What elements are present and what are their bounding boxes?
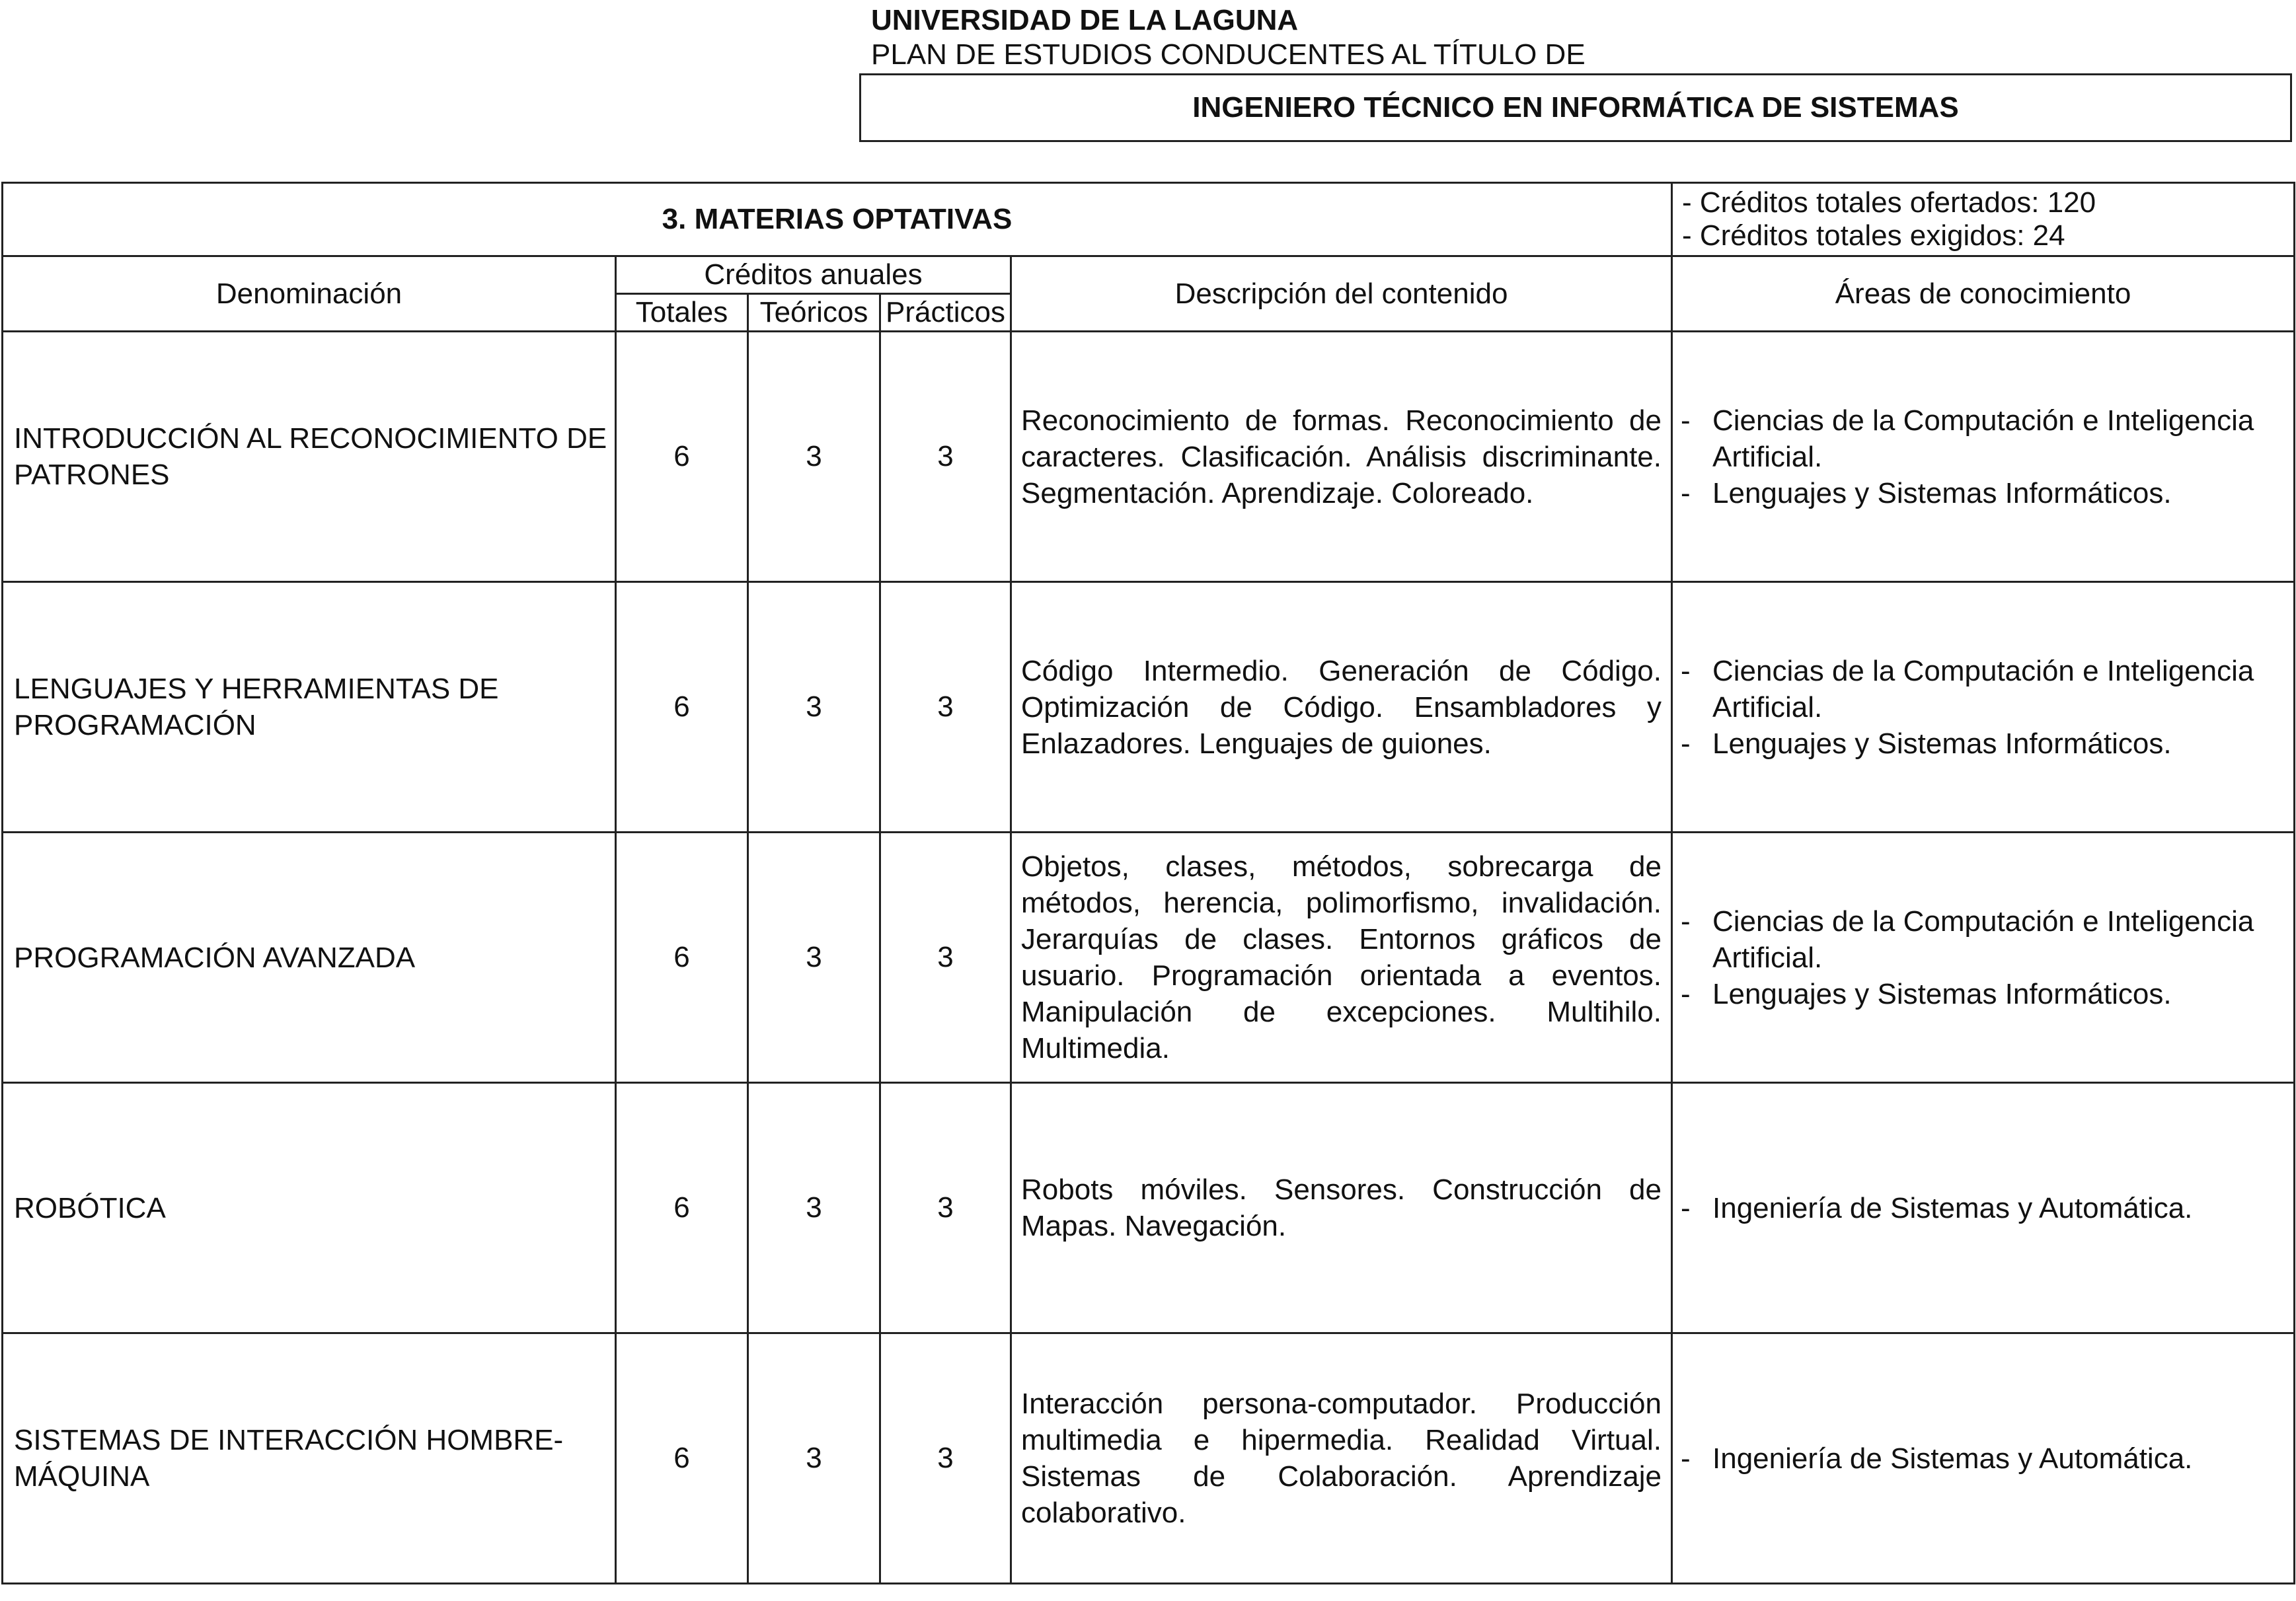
area-label: Ciencias de la Computación e Inteligencia Artificial. <box>1712 654 2254 724</box>
university-name: UNIVERSIDAD DE LA LAGUNA <box>871 4 1299 36</box>
area-label: Ingeniería de Sistemas y Automática. <box>1712 1442 2193 1475</box>
credits-total: 6 <box>616 1083 748 1333</box>
col-header-name: Denominación <box>3 256 616 332</box>
subject-name: ROBÓTICA <box>3 1083 616 1333</box>
credits-theory: 3 <box>748 1083 880 1333</box>
credits-practice: 3 <box>880 1333 1011 1584</box>
subject-description: Código Intermedio. Generación de Código. Optimización de Código. Ensambladores y Enlazadores. Lenguajes de guiones. <box>1011 582 1672 833</box>
table-row <box>3 582 2295 833</box>
area-label: Lenguajes y Sistemas Informáticos. <box>1712 476 2172 509</box>
area-item <box>1681 653 2283 726</box>
area-label: Ciencias de la Computación e Inteligencia Artificial. <box>1712 404 2254 473</box>
subject-description: Robots móviles. Sensores. Construcción de Mapas. Navegación. <box>1011 1083 1672 1333</box>
credits-summary <box>1672 183 2295 256</box>
subject-name: PROGRAMACIÓN AVANZADA <box>3 833 616 1083</box>
subject-description: Interacción persona-computador. Producción multimedia e hipermedia. Realidad Virtual. Sistemas de Colaboración. Aprendizaje colaborativo. <box>1011 1333 1672 1584</box>
area-item <box>1681 903 2283 976</box>
credits-practice: 3 <box>880 332 1011 582</box>
area-label: Lenguajes y Sistemas Informáticos. <box>1712 727 2172 760</box>
subject-name: LENGUAJES Y HERRAMIENTAS DE PROGRAMACIÓN <box>3 582 616 833</box>
table-row <box>3 833 2295 1083</box>
area-item <box>1681 1190 2283 1226</box>
credits-practice: 3 <box>880 1083 1011 1333</box>
subject-areas <box>1672 1333 2295 1584</box>
subject-areas <box>1672 833 2295 1083</box>
list-dash: - <box>1681 654 1691 687</box>
credits-required: - Créditos totales exigidos: 24 <box>1682 219 2065 252</box>
list-dash: - <box>1681 1442 1691 1475</box>
col-header-theory: Teóricos <box>748 294 880 332</box>
list-dash: - <box>1681 404 1691 437</box>
degree-title: INGENIERO TÉCNICO EN INFORMÁTICA DE SISTEMAS <box>1192 91 1959 124</box>
credits-total: 6 <box>616 833 748 1083</box>
credits-theory: 3 <box>748 1333 880 1584</box>
plan-title: PLAN DE ESTUDIOS CONDUCENTES AL TÍTULO DE <box>871 38 1586 71</box>
degree-title-box <box>859 73 2292 142</box>
subject-description: Reconocimiento de formas. Reconocimiento de caracteres. Clasificación. Análisis discriminante. Segmentación. Aprendizaje. Coloreado. <box>1011 332 1672 582</box>
list-dash: - <box>1681 905 1691 938</box>
subject-description: Objetos, clases, métodos, sobrecarga de métodos, herencia, polimorfismo, invalidación. Jerarquías de clases. Entornos gráficos de usuario. Programación orientada a eventos. Manipulación de excepciones. Multihilo. Multimedia. <box>1011 833 1672 1083</box>
list-dash: - <box>1681 476 1691 509</box>
credits-offered: - Créditos totales ofertados: 120 <box>1682 186 2096 219</box>
area-item <box>1681 976 2283 1012</box>
area-label: Ciencias de la Computación e Inteligencia Artificial. <box>1712 905 2254 974</box>
credits-total: 6 <box>616 1333 748 1584</box>
credits-total: 6 <box>616 332 748 582</box>
optional-subjects-table <box>1 182 2295 1584</box>
list-dash: - <box>1681 727 1691 760</box>
col-header-practice: Prácticos <box>880 294 1011 332</box>
table-row <box>3 1333 2295 1584</box>
credits-theory: 3 <box>748 582 880 833</box>
area-label: Lenguajes y Sistemas Informáticos. <box>1712 977 2172 1010</box>
subject-areas <box>1672 332 2295 582</box>
area-item <box>1681 726 2283 762</box>
subject-name: SISTEMAS DE INTERACCIÓN HOMBRE-MÁQUINA <box>3 1333 616 1584</box>
credits-total: 6 <box>616 582 748 833</box>
area-item <box>1681 475 2283 511</box>
area-item <box>1681 402 2283 475</box>
section-title: 3. MATERIAS OPTATIVAS <box>3 183 1672 256</box>
list-dash: - <box>1681 1191 1691 1224</box>
col-header-credits: Créditos anuales <box>616 256 1011 294</box>
col-header-description: Descripción del contenido <box>1011 256 1672 332</box>
subject-name: INTRODUCCIÓN AL RECONOCIMIENTO DE PATRONES <box>3 332 616 582</box>
area-item <box>1681 1440 2283 1477</box>
subject-areas <box>1672 1083 2295 1333</box>
col-header-total: Totales <box>616 294 748 332</box>
table-row <box>3 332 2295 582</box>
credits-practice: 3 <box>880 582 1011 833</box>
table-row <box>3 1083 2295 1333</box>
list-dash: - <box>1681 977 1691 1010</box>
area-label: Ingeniería de Sistemas y Automática. <box>1712 1191 2193 1224</box>
col-header-areas: Áreas de conocimiento <box>1672 256 2295 332</box>
credits-theory: 3 <box>748 332 880 582</box>
credits-theory: 3 <box>748 833 880 1083</box>
credits-practice: 3 <box>880 833 1011 1083</box>
subject-areas <box>1672 582 2295 833</box>
